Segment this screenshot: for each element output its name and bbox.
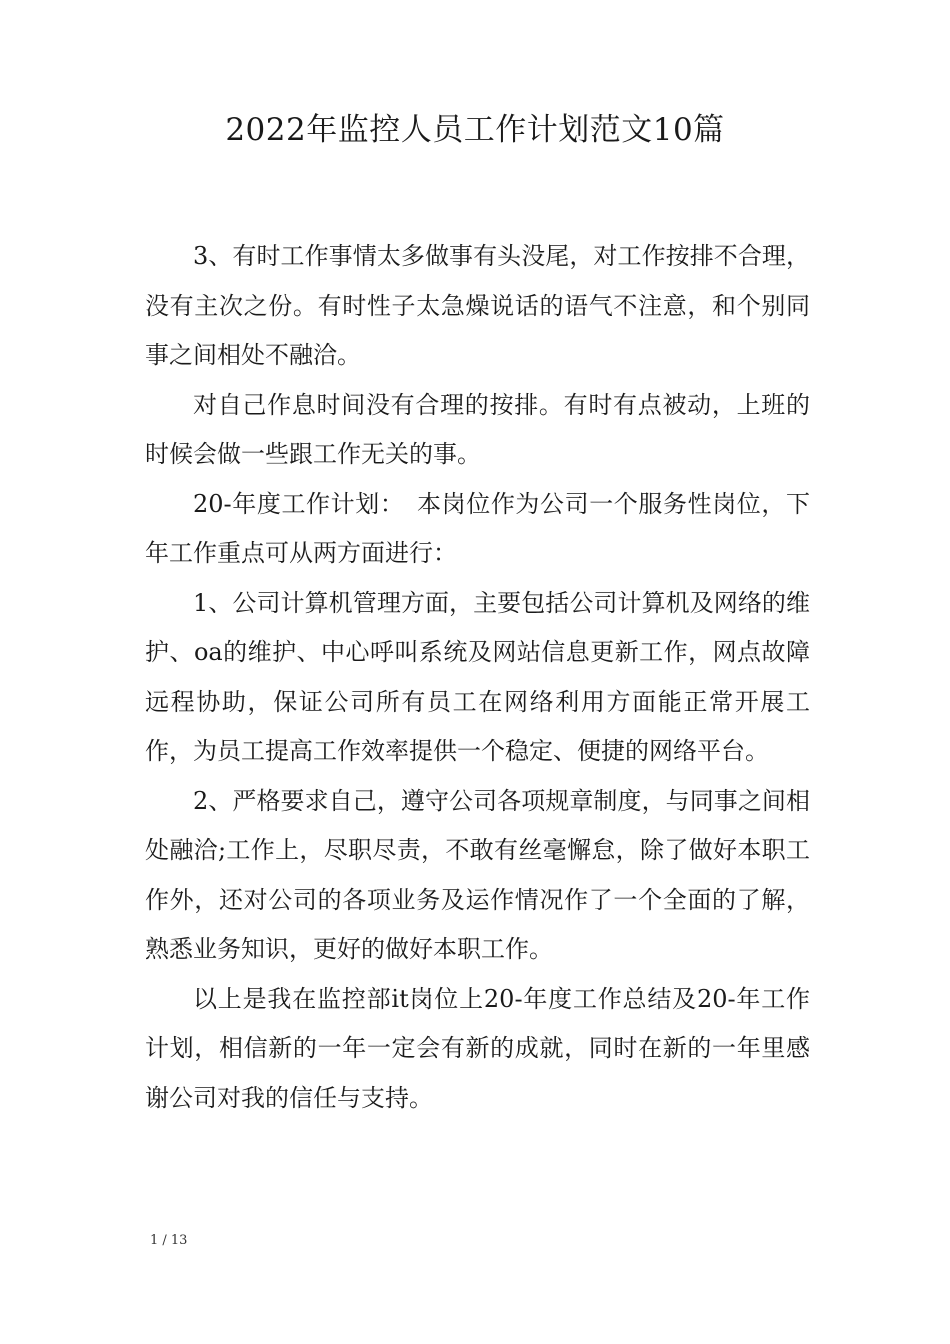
document-body	[145, 232, 810, 1123]
paragraph: 20-年度工作计划： 本岗位作为公司一个服务性岗位，下年工作重点可从两方面进行：	[145, 489, 810, 567]
document-title: 2022年监控人员工作计划范文10篇	[225, 112, 725, 148]
paragraph: 对自己作息时间没有合理的按排。有时有点被动，上班的时候会做一些跟工作无关的事。	[145, 390, 810, 468]
paragraph: 3、有时工作事情太多做事有头没尾，对工作按排不合理，没有主次之份。有时性子太急燥说话的语气不注意，和个别同事之间相处不融洽。	[145, 242, 810, 369]
paragraph: 以上是我在监控部it岗位上20-年度工作总结及20-年工作计划，相信新的一年一定会有新的成就，同时在新的一年里感谢公司对我的信任与支持。	[145, 984, 810, 1112]
page-number: 1 / 13	[150, 1233, 188, 1248]
paragraph: 2、严格要求自己，遵守公司各项规章制度，与同事之间相处融洽;工作上，尽职尽责，不敢有丝毫懈怠，除了做好本职工作外，还对公司的各项业务及运作情况作了一个全面的了解，熟悉业务知识，更好的做好本职工作。	[145, 786, 810, 963]
paragraph: 1、公司计算机管理方面，主要包括公司计算机及网络的维护、oa的维护、中心呼叫系统及网站信息更新工作，网点故障远程协助，保证公司所有员工在网络利用方面能正常开展工作，为员工提高工作效率提供一个稳定、便捷的网络平台。	[145, 588, 810, 765]
